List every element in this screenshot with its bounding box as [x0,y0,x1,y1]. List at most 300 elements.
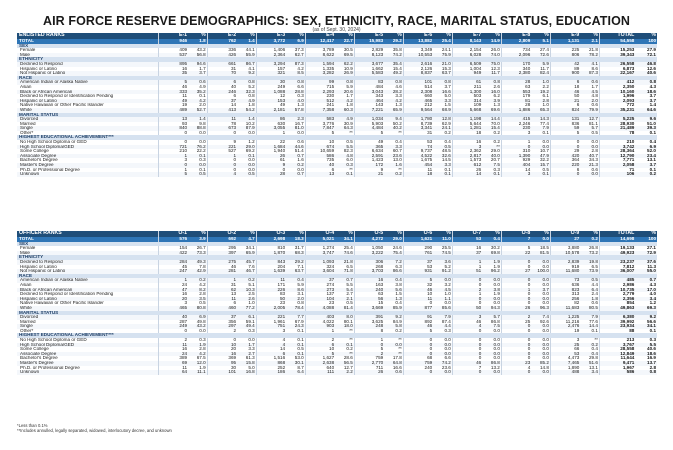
count-cell: 106 [599,172,635,177]
count-cell: 1,225 [550,315,580,320]
percent-cell: 74.6 [335,251,354,256]
percent-cell: 50.2 [392,121,402,126]
row-label: Declined to Respond or Identification Pending [20,292,114,297]
percent-cell: 2.3 [286,117,305,122]
count-cell: 3 [158,301,188,306]
count-cell: 10 [403,292,433,297]
percent-cell: 2.0 [286,297,305,302]
percent-cell: 9.6 [635,117,657,122]
count-cell: 26,558 [599,62,635,67]
count-cell: 673 [207,126,237,131]
table-row [17,370,657,375]
percent-cell: 0.8 [384,80,403,85]
percent-cell: 0.0 [248,130,255,135]
percent-cell: 28.2 [384,90,403,95]
percent-cell: 100.0 [531,269,550,274]
count-cell: 5 [501,246,531,251]
count-cell: 2,181 [256,108,286,113]
percent-cell: 26.0 [490,48,500,53]
percent-cell: 0.0 [297,130,304,135]
count-cell: 3,349 [403,48,433,53]
percent-cell: ** [398,338,402,343]
percent-cell: 0.1 [297,328,304,333]
count-cell: 0 [158,163,188,168]
percent-cell: 49.8 [196,319,206,324]
percent-cell: 16.6 [433,90,452,95]
count-cell: 1,996 [599,94,635,99]
percent-cell: 39.3 [635,126,657,131]
count-cell: 211 [452,85,482,90]
percent-cell: 0.0 [531,260,550,265]
count-cell: 93 [158,122,188,127]
count-cell: 1,004 [452,67,482,72]
section-title: RACE [17,274,657,279]
count-cell: 460 [207,306,237,311]
count-cell: 8,739 [403,122,433,127]
count-cell: 2 [452,288,482,293]
count-cell: 586 [599,370,635,375]
percent-cell: 1.5 [444,103,451,108]
percent-cell: 0.1 [199,94,206,99]
percent-cell: 74.5 [433,251,452,256]
count-cell: 18 [403,172,433,177]
count-cell: 11 [158,366,188,371]
percent-cell: 2.0 [580,99,599,104]
count-cell: 824 [550,108,580,113]
percent-cell: 2.6 [237,297,256,302]
count-cell: 53 [403,140,433,145]
count-cell: 1,594 [305,62,335,67]
count-cell: 64 [158,370,188,375]
percent-cell: 18.6 [635,90,657,95]
percent-cell: 6.9 [635,145,657,150]
count-cell: 0 [452,370,482,375]
percent-cell: 79.9 [580,108,599,113]
count-cell: 53 [403,265,433,270]
percent-cell: 0.0 [531,343,550,348]
percent-cell: 11.7 [482,71,501,76]
percent-cell: 30.1 [286,361,305,366]
count-cell: 99 [305,80,335,85]
percent-cell: 0.1 [335,172,354,177]
count-cell: 88 [599,329,635,334]
count-cell: 268 [354,265,384,270]
percent-cell: 64.3 [335,126,354,131]
count-cell: 49 [158,99,188,104]
count-cell: 759 [403,361,433,366]
count-cell: 61 [452,80,482,85]
count-cell: 2,476 [550,324,580,329]
percent-cell: 0.5 [346,301,353,306]
percent-cell: 72.9 [635,251,657,256]
count-cell: 512 [305,99,335,104]
percent-cell: 18.5 [539,246,549,251]
count-cell: 109 [452,103,482,108]
percent-cell: 56.8 [188,53,207,58]
percent-cell: 8.5 [286,71,305,76]
count-cell: 3,776 [305,122,335,127]
row-label: Hispanic or Latino [20,66,57,71]
count-cell: 4,522 [403,154,433,159]
percent-cell: 1.9 [482,260,501,265]
percent-cell: 0.0 [542,140,549,145]
percent-cell: 53.0 [294,356,304,361]
count-cell: 12 [256,94,286,99]
count-cell: 91 [403,315,433,320]
percent-cell: 4.9 [199,84,206,89]
percent-cell: 0.2 [580,343,599,348]
percent-cell: 0.2 [580,237,599,242]
count-cell: 3 [452,145,482,150]
count-cell: 5 [354,347,384,352]
count-cell: 40 [207,85,237,90]
section-title: SEX [17,242,657,247]
percent-cell: 1.7 [237,343,256,348]
percent-cell: 2.8 [531,99,550,104]
count-cell: 3,341 [403,126,433,131]
percent-cell: 29.8 [588,356,598,361]
count-cell: 6 [207,301,237,306]
count-cell: 131 [550,117,580,122]
percent-cell: 0.5 [591,130,598,135]
count-cell: 221 [256,315,286,320]
percent-cell: 75.9 [433,53,452,58]
percent-cell: 0.0 [531,297,550,302]
count-cell: 11 [403,297,433,302]
count-cell: 179 [501,94,531,99]
percent-cell: 3.8 [395,282,402,287]
count-cell: 47 [158,288,188,293]
row-label: No High School Diploma or GED [20,338,87,343]
row-label: Master's Degree [17,361,158,366]
count-cell: 101 [207,370,237,375]
count-cell: 397 [207,251,237,256]
count-cell: 6 [305,168,335,173]
percent-cell: 5.9 [346,84,353,89]
count-cell: 248 [354,324,384,329]
percent-cell: 48.5 [441,149,451,154]
percent-cell: 49.4 [237,324,256,329]
count-cell: 3,669 [354,306,384,311]
percent-cell: 51.6 [580,361,599,366]
row-label: White [17,108,158,113]
count-cell: 404 [501,163,531,168]
count-cell: 0 [403,347,433,352]
count-cell: 2 [501,315,531,320]
count-cell: O-9 [550,231,580,237]
percent-cell: 13.1 [588,365,598,370]
percent-cell: 0.4 [395,140,402,145]
row-label: Native Hawaiian or Other Pacific Islander [20,301,104,306]
count-cell: 5 [158,80,188,85]
count-cell: 23,237 [599,260,635,265]
section-title: ETHNICITY [17,57,657,62]
percent-cell: 0.0 [542,347,549,352]
percent-cell: 10.2 [245,121,255,126]
percent-cell: 77.6 [588,319,598,324]
count-cell: 137 [305,292,335,297]
percent-cell: 0.5 [297,347,304,352]
percent-cell: % [531,33,550,39]
count-cell: 213 [599,338,635,343]
count-cell: 12,849 [599,352,635,357]
count-cell: 711 [354,366,384,371]
count-cell: 12,790 [599,154,635,159]
count-cell: 715 [305,85,335,90]
percent-cell: 62.7 [286,53,305,58]
percent-cell: 1.8 [188,39,207,44]
count-cell: 5 [354,131,384,136]
count-cell: 15,253 [599,48,635,53]
count-cell: 11,216 [550,320,580,325]
percent-cell: 100 [635,237,657,242]
count-cell: 0 [452,301,482,306]
count-cell: 2,093 [599,99,635,104]
percent-cell: 0.0 [531,352,550,357]
percent-cell: 10.7 [539,149,549,154]
count-cell: 13 [207,292,237,297]
percent-cell: 0.6 [591,103,598,108]
count-cell: 734 [501,48,531,53]
percent-cell: 0.2 [346,347,353,352]
count-cell: 892 [403,320,433,325]
count-cell: 949 [452,71,482,76]
count-cell: 0 [550,140,580,145]
count-cell: 10 [305,140,335,145]
percent-cell: 12.7 [343,365,353,370]
percent-cell: 72.1 [635,53,657,58]
percent-cell: 76.2 [188,145,207,150]
count-cell: 369 [207,356,237,361]
percent-cell: 2.2 [335,370,354,375]
count-cell: 9,564 [403,108,433,113]
count-cell: 735 [305,158,335,163]
percent-cell: 87.4 [441,319,451,324]
count-cell: 10 [305,347,335,352]
count-cell: 16 [354,278,384,283]
percent-cell: 2.7 [237,352,256,357]
count-cell: 83 [256,292,286,297]
percent-cell: 46.7 [237,269,256,274]
percent-cell: 15.8 [237,361,256,366]
percent-cell: 24.1 [441,48,451,53]
count-cell: 0 [452,343,482,348]
percent-cell: 3.6 [433,260,452,265]
percent-cell: 2.5 [248,292,255,297]
count-cell: 413 [207,108,237,113]
percent-cell: 0.4 [395,301,402,306]
percent-cell: 0.2 [635,172,657,177]
count-cell: 14 [207,103,237,108]
percent-cell: 0.0 [482,352,501,357]
count-cell: 2,770 [354,361,384,366]
percent-cell: 13.2 [490,365,500,370]
percent-cell: 0.3 [335,163,354,168]
row-label: Asian [20,282,32,287]
count-cell: 583 [305,117,335,122]
percent-cell: 68.3 [286,251,305,256]
percent-cell: 0.8 [433,80,452,85]
count-cell: 877 [403,306,433,311]
count-cell: 171 [256,283,286,288]
count-cell: 281 [207,269,237,274]
percent-cell: 4.2 [199,282,206,287]
percent-cell: 35.4 [384,62,403,67]
count-cell: 9 [354,168,384,173]
count-cell: 903 [305,324,335,329]
count-cell: 7,812 [599,265,635,270]
percent-cell: 0.0 [542,356,549,361]
count-cell: 14 [452,172,482,177]
percent-cell: 8.6 [286,288,305,293]
percent-cell: 70.0 [490,121,500,126]
count-cell: 18 [452,131,482,136]
percent-cell: 0.2 [286,163,305,168]
percent-cell: 74.0 [482,53,501,58]
percent-cell: 17.0 [635,288,657,293]
count-cell: 74 [403,145,433,150]
count-cell: 1,406 [256,48,286,53]
percent-cell: 0.0 [444,301,451,306]
percent-cell: 3.7 [649,94,656,99]
count-cell: 0 [550,172,580,177]
percent-cell: 44.6 [286,145,305,150]
count-cell: 11 [158,343,188,348]
count-cell: 484 [354,85,384,90]
count-cell: 4 [452,324,482,329]
count-cell: 2 [305,338,335,343]
percent-cell: 12.6 [647,66,656,71]
percent-cell: 0.5 [199,301,206,306]
count-cell: 53 [452,237,482,242]
percent-cell: 0.6 [297,140,304,145]
percent-cell: 4.7 [237,237,256,242]
count-cell: 409 [158,48,188,53]
count-cell: 7 [452,366,482,371]
percent-cell: 73.2 [580,251,599,256]
percent-cell: 0.0 [531,278,550,283]
percent-cell: 0.0 [384,343,403,348]
percent-cell: 0.0 [248,338,255,343]
percent-cell: 1.2 [649,301,656,306]
count-cell: 0 [501,145,531,150]
count-cell: 42 [550,62,580,67]
count-cell: 29 [550,149,580,154]
percent-cell: 14.4 [580,324,599,329]
percent-cell: 0.5 [542,167,549,172]
row-label: ENLISTED RANKS [17,33,158,39]
count-cell: 314 [452,99,482,104]
count-cell: 10,578 [550,251,580,256]
percent-cell: 2.7 [346,292,353,297]
percent-cell: 18.0 [335,324,354,329]
percent-cell: 6.5 [346,264,353,269]
percent-cell: 1.9 [188,343,207,348]
percent-cell: 0.0 [482,370,501,375]
count-cell: 20 [207,347,237,352]
count-cell: 49,863 [599,306,635,311]
count-cell: 5 [158,172,188,177]
count-cell: 22 [501,251,531,256]
percent-cell: 44.1 [245,48,255,53]
count-cell: 39,992 [599,320,635,325]
count-cell: 16 [452,140,482,145]
percent-cell: 0.6 [580,80,599,85]
count-cell: 1,684 [256,145,286,150]
percent-cell: 1.3 [384,297,403,302]
count-cell: 514 [403,85,433,90]
percent-cell: 72.6 [531,53,550,58]
count-cell: 19,133 [599,246,635,251]
percent-cell: 0.1 [297,338,304,343]
count-cell: 287 [158,320,188,325]
percent-cell: 32.2 [539,158,549,163]
percent-cell: 4.1 [248,66,255,71]
percent-cell: 11.0 [433,237,452,242]
count-cell: 843 [256,260,286,265]
percent-cell: 1.3 [395,103,402,108]
count-cell: 1,050 [354,246,384,251]
percent-cell: 0.8 [635,80,657,85]
count-cell: 274 [305,283,335,288]
percent-cell: 1.8 [248,103,255,108]
count-cell: 172 [354,163,384,168]
percent-cell: 3.7 [635,163,657,168]
percent-cell: 7.4 [531,315,550,320]
count-cell: 22,167 [599,71,635,76]
percent-cell: 0.6 [188,80,207,85]
count-cell: 2,356 [599,297,635,302]
count-cell: 226 [256,288,286,293]
count-cell: 929 [501,158,531,163]
count-cell: 28,558 [599,347,635,352]
count-cell: 104 [305,297,335,302]
count-cell: 2,779 [599,292,635,297]
percent-cell: 63.7 [286,269,305,274]
percent-cell: 0.0 [542,282,549,287]
percent-cell: 25.5 [441,246,451,251]
count-cell: 2,380 [501,71,531,76]
count-cell: 3,677 [354,62,384,67]
percent-cell: 0.0 [542,328,549,333]
percent-cell: 9.4 [384,117,403,122]
row-label: Native Hawaiian or Other Pacific Islander [20,103,104,108]
percent-cell: 34.1 [635,324,657,329]
percent-cell: % [237,33,256,39]
percent-cell: 0.0 [542,338,549,343]
count-cell: 0 [452,283,482,288]
percent-cell: 35.2 [188,90,207,95]
percent-cell: 29.2 [286,260,305,265]
percent-cell: 73.9 [580,269,599,274]
count-cell: 25 [501,320,531,325]
count-cell: 365 [354,145,384,150]
count-cell: 2,638 [305,361,335,366]
count-cell: 11 [256,278,286,283]
percent-cell: 0.0 [493,301,500,306]
percent-cell: 5.9 [297,282,304,287]
percent-cell: 85.2 [531,361,550,366]
percent-cell: 0.0 [433,370,452,375]
percent-cell: 0.0 [493,356,500,361]
percent-cell: 86.8 [490,319,500,324]
percent-cell: 0.3 [248,328,255,333]
percent-cell: 86.8 [482,361,501,366]
count-cell: 9,737 [403,149,433,154]
percent-cell: 86.6 [384,269,403,274]
count-cell: 10,659 [305,149,335,154]
percent-cell: 0.6 [591,167,598,172]
